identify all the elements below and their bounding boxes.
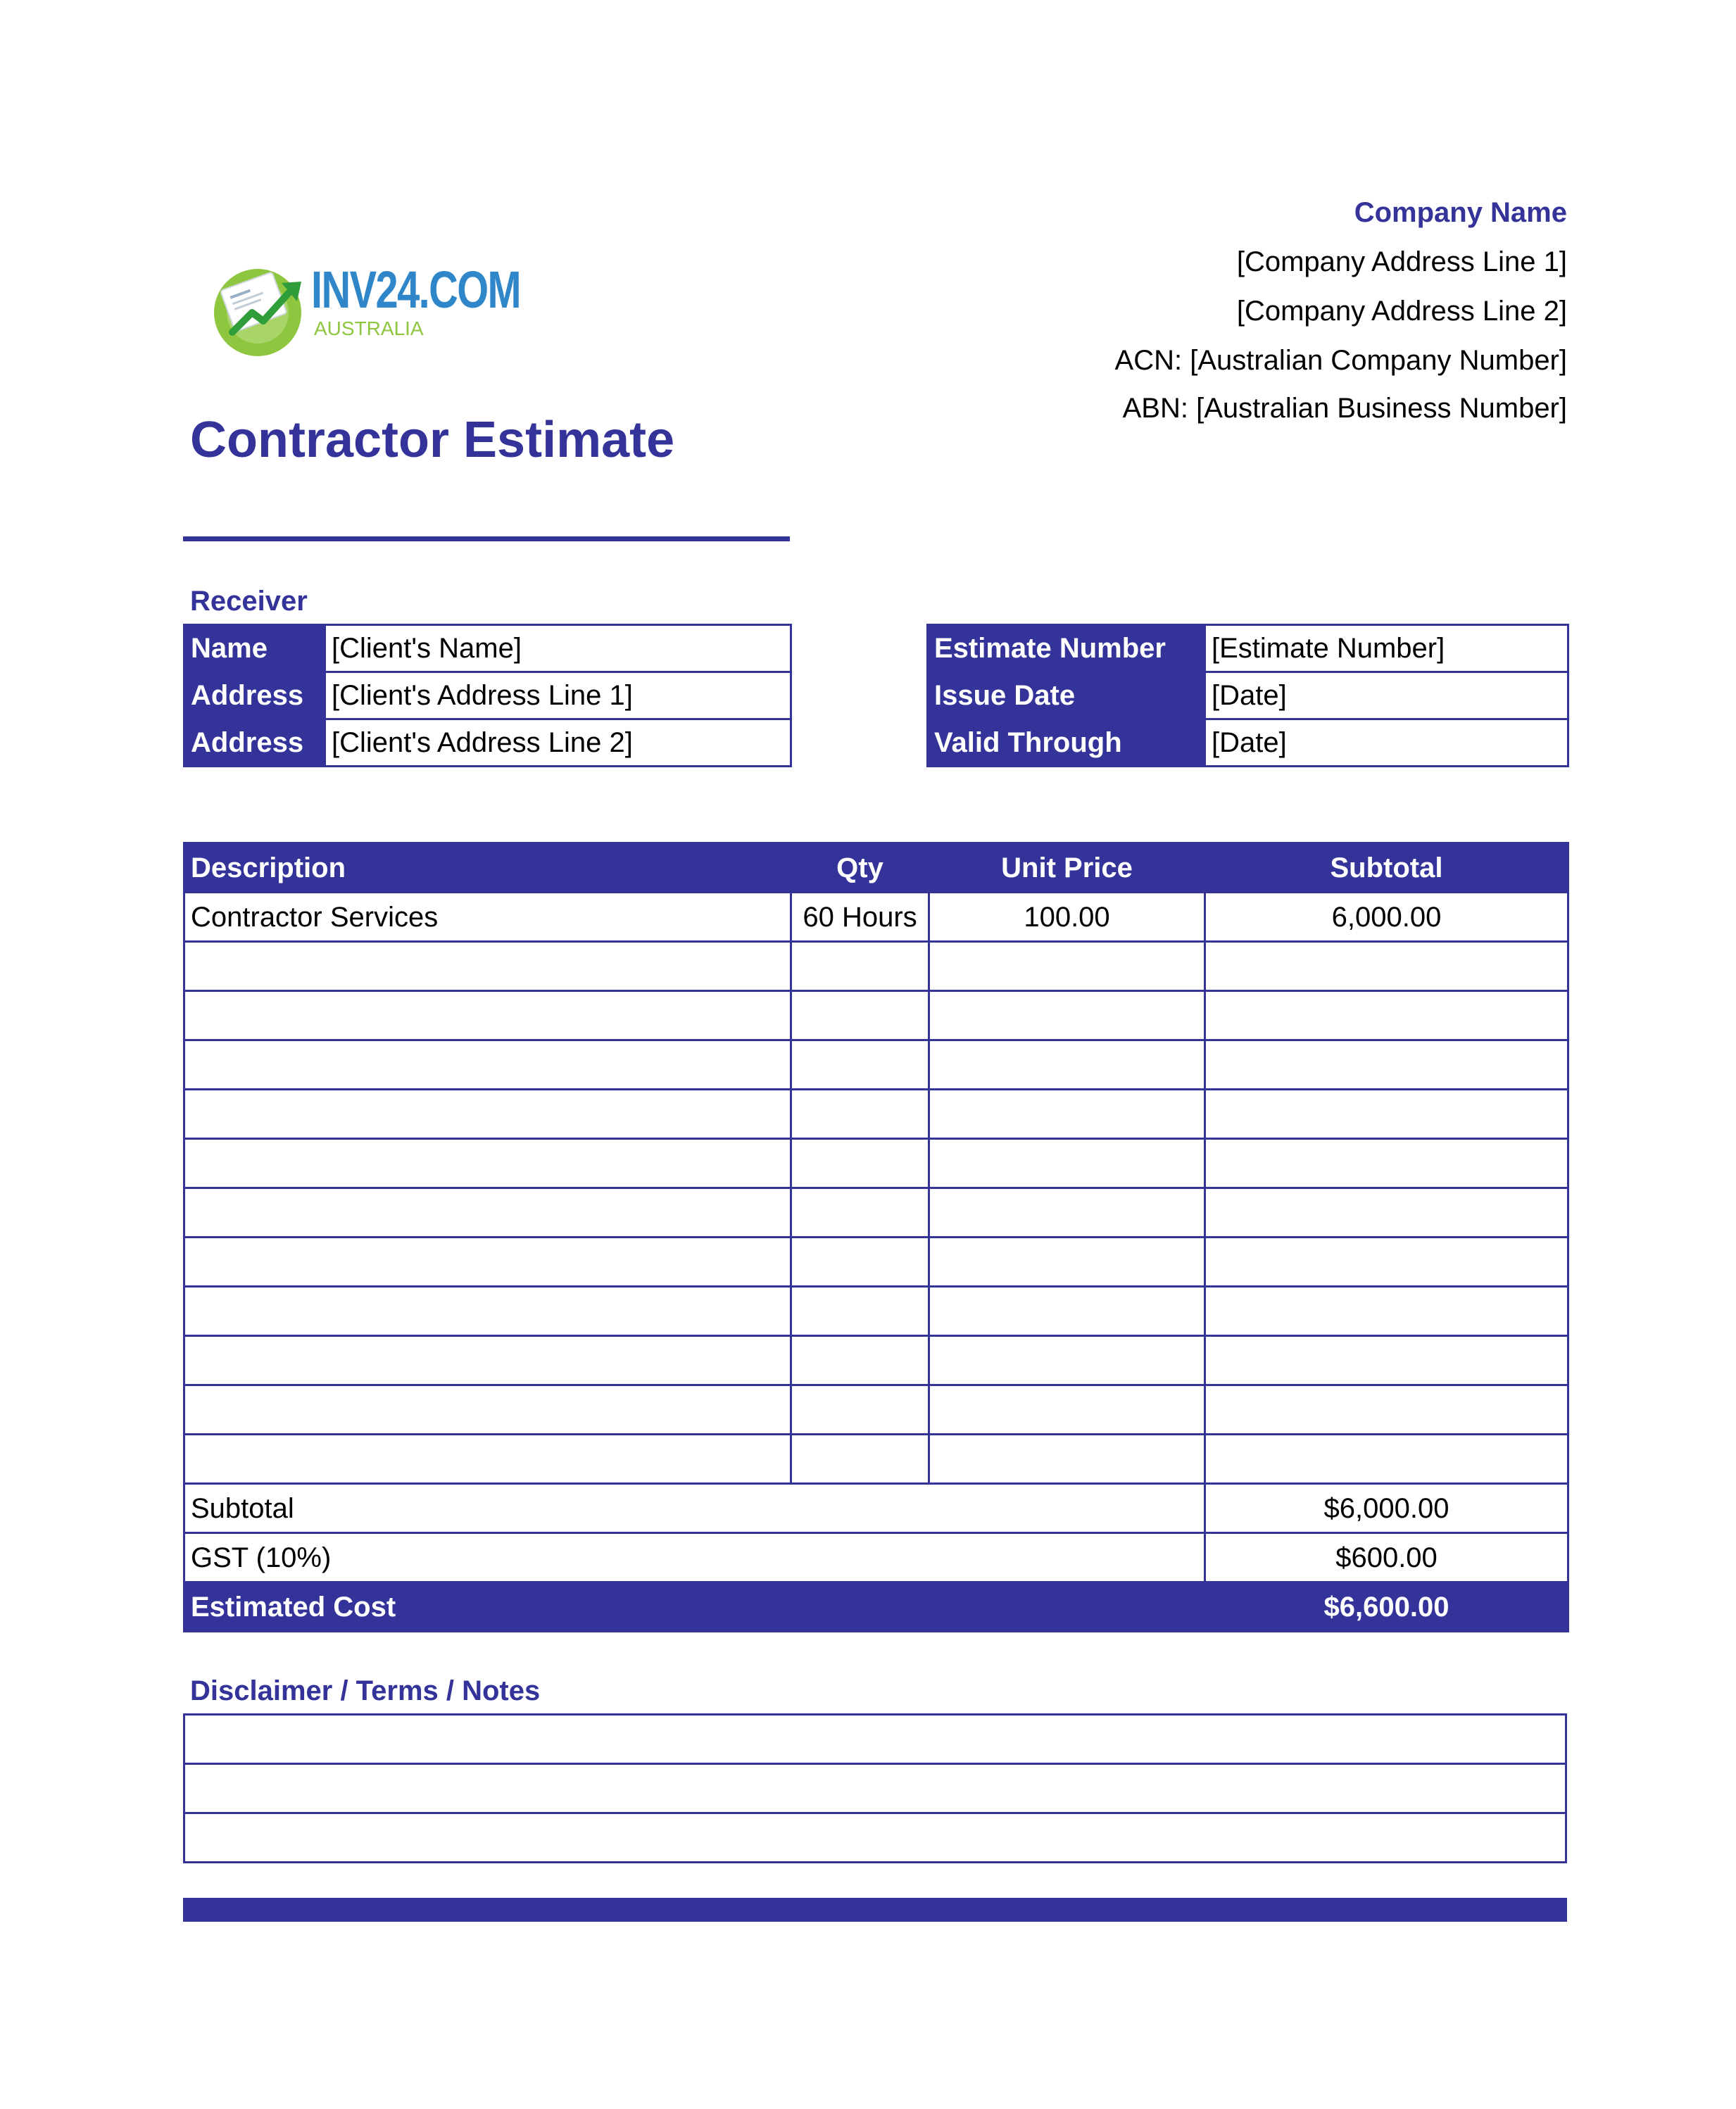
item-qty-cell[interactable] <box>791 1287 929 1336</box>
item-unit-price-cell[interactable] <box>929 991 1205 1040</box>
item-subtotal-cell[interactable] <box>1205 1188 1568 1238</box>
table-row <box>184 1385 1568 1435</box>
receiver-row <box>184 719 791 767</box>
table-row <box>184 1336 1568 1385</box>
receiver-row <box>184 672 791 719</box>
item-qty-cell[interactable] <box>791 1435 929 1484</box>
item-description-cell[interactable] <box>184 1385 791 1435</box>
client-address-line-1-field[interactable]: [Client's Address Line 1] <box>325 672 791 719</box>
page-title: Contractor Estimate <box>190 412 675 468</box>
estimate-info-row <box>928 719 1568 767</box>
item-description-cell[interactable] <box>184 1287 791 1336</box>
receiver-label: Name <box>184 625 325 672</box>
item-subtotal-cell[interactable] <box>1205 942 1568 991</box>
receiver-heading: Receiver <box>190 586 308 617</box>
item-subtotal-cell[interactable] <box>1205 1238 1568 1287</box>
item-description-cell[interactable]: Contractor Services <box>184 893 791 942</box>
title-divider <box>183 536 790 541</box>
estimate-info-label: Issue Date <box>928 672 1205 719</box>
item-subtotal-cell[interactable] <box>1205 1040 1568 1090</box>
item-unit-price-cell[interactable] <box>929 1188 1205 1238</box>
item-description-cell[interactable] <box>184 1139 791 1188</box>
company-logo <box>211 253 521 359</box>
table-row <box>184 942 1568 991</box>
item-qty-cell[interactable] <box>791 1040 929 1090</box>
estimated-cost-value: $6,600.00 <box>1205 1582 1568 1632</box>
estimate-number-field[interactable]: [Estimate Number] <box>1205 625 1568 672</box>
table-row <box>184 991 1568 1040</box>
footer-bar <box>183 1898 1567 1922</box>
company-address-line-2: [Company Address Line 2] <box>1236 296 1567 327</box>
item-qty-cell[interactable] <box>791 1385 929 1435</box>
notes-row <box>184 1813 1566 1863</box>
estimate-info-label: Estimate Number <box>928 625 1205 672</box>
item-qty-cell[interactable] <box>791 942 929 991</box>
notes-line[interactable] <box>184 1715 1566 1764</box>
subtotal-row <box>184 1484 1568 1533</box>
item-unit-price-cell[interactable] <box>929 1139 1205 1188</box>
subtotal-label: Subtotal <box>184 1484 1205 1533</box>
subtotal-value: $6,000.00 <box>1205 1484 1568 1533</box>
valid-through-field[interactable]: [Date] <box>1205 719 1568 767</box>
table-row <box>184 1139 1568 1188</box>
client-name-field[interactable]: [Client's Name] <box>325 625 791 672</box>
item-qty-cell[interactable] <box>791 1090 929 1139</box>
item-unit-price-cell[interactable] <box>929 1287 1205 1336</box>
item-unit-price-cell[interactable] <box>929 1040 1205 1090</box>
item-unit-price-cell[interactable] <box>929 942 1205 991</box>
table-row <box>184 1238 1568 1287</box>
issue-date-field[interactable]: [Date] <box>1205 672 1568 719</box>
item-subtotal-cell[interactable] <box>1205 991 1568 1040</box>
table-row <box>184 1435 1568 1484</box>
item-unit-price-cell[interactable] <box>929 1238 1205 1287</box>
company-address-line-1: [Company Address Line 1] <box>1236 246 1567 277</box>
item-subtotal-cell[interactable] <box>1205 1139 1568 1188</box>
notes-line[interactable] <box>184 1764 1566 1813</box>
item-description-cell[interactable] <box>184 942 791 991</box>
logo-subtext: AUSTRALIA <box>314 317 424 339</box>
column-header-description: Description <box>184 843 791 893</box>
item-subtotal-cell[interactable] <box>1205 1336 1568 1385</box>
notes-line[interactable] <box>184 1813 1566 1863</box>
item-description-cell[interactable] <box>184 1188 791 1238</box>
item-qty-cell[interactable] <box>791 991 929 1040</box>
table-row <box>184 893 1568 942</box>
column-header-subtotal: Subtotal <box>1205 843 1568 893</box>
item-unit-price-cell[interactable] <box>929 1336 1205 1385</box>
column-header-qty: Qty <box>791 843 929 893</box>
item-description-cell[interactable] <box>184 1435 791 1484</box>
item-qty-cell[interactable] <box>791 1238 929 1287</box>
item-qty-cell[interactable] <box>791 1188 929 1238</box>
company-acn: ACN: [Australian Company Number] <box>1114 345 1567 376</box>
table-row <box>184 1040 1568 1090</box>
column-header-unit-price: Unit Price <box>929 843 1205 893</box>
item-qty-cell[interactable] <box>791 1336 929 1385</box>
item-unit-price-cell[interactable] <box>929 1435 1205 1484</box>
receiver-label: Address <box>184 672 325 719</box>
item-description-cell[interactable] <box>184 1336 791 1385</box>
estimate-info-row <box>928 625 1568 672</box>
estimated-cost-label: Estimated Cost <box>184 1582 1205 1632</box>
gst-label: GST (10%) <box>184 1533 1205 1582</box>
item-qty-cell[interactable]: 60 Hours <box>791 893 929 942</box>
item-unit-price-cell[interactable] <box>929 1385 1205 1435</box>
item-description-cell[interactable] <box>184 991 791 1040</box>
item-subtotal-cell[interactable] <box>1205 1385 1568 1435</box>
company-name: Company Name <box>1354 197 1567 228</box>
receiver-row <box>184 625 791 672</box>
gst-value: $600.00 <box>1205 1533 1568 1582</box>
notes-row <box>184 1764 1566 1813</box>
item-qty-cell[interactable] <box>791 1139 929 1188</box>
estimate-info-row <box>928 672 1568 719</box>
item-unit-price-cell[interactable] <box>929 1090 1205 1139</box>
gst-row <box>184 1533 1568 1582</box>
line-items-table <box>183 842 1569 1632</box>
table-header-row <box>184 843 1568 893</box>
item-description-cell[interactable] <box>184 1040 791 1090</box>
item-subtotal-cell[interactable]: 6,000.00 <box>1205 893 1568 942</box>
company-abn: ABN: [Australian Business Number] <box>1122 393 1567 424</box>
estimated-cost-row <box>184 1582 1568 1632</box>
table-row <box>184 1188 1568 1238</box>
item-description-cell[interactable] <box>184 1238 791 1287</box>
notes-table <box>183 1713 1567 1863</box>
estimate-info-table <box>926 624 1569 767</box>
item-unit-price-cell[interactable]: 100.00 <box>929 893 1205 942</box>
table-row <box>184 1090 1568 1139</box>
estimate-info-label: Valid Through <box>928 719 1205 767</box>
logo-text: INV24.COM <box>311 260 521 319</box>
item-subtotal-cell[interactable] <box>1205 1287 1568 1336</box>
receiver-label: Address <box>184 719 325 767</box>
item-subtotal-cell[interactable] <box>1205 1090 1568 1139</box>
notes-row <box>184 1715 1566 1764</box>
item-subtotal-cell[interactable] <box>1205 1435 1568 1484</box>
client-address-line-2-field[interactable]: [Client's Address Line 2] <box>325 719 791 767</box>
receiver-table <box>183 624 792 767</box>
item-description-cell[interactable] <box>184 1090 791 1139</box>
table-row <box>184 1287 1568 1336</box>
notes-heading: Disclaimer / Terms / Notes <box>190 1675 541 1706</box>
logo-emblem-icon <box>211 253 310 359</box>
